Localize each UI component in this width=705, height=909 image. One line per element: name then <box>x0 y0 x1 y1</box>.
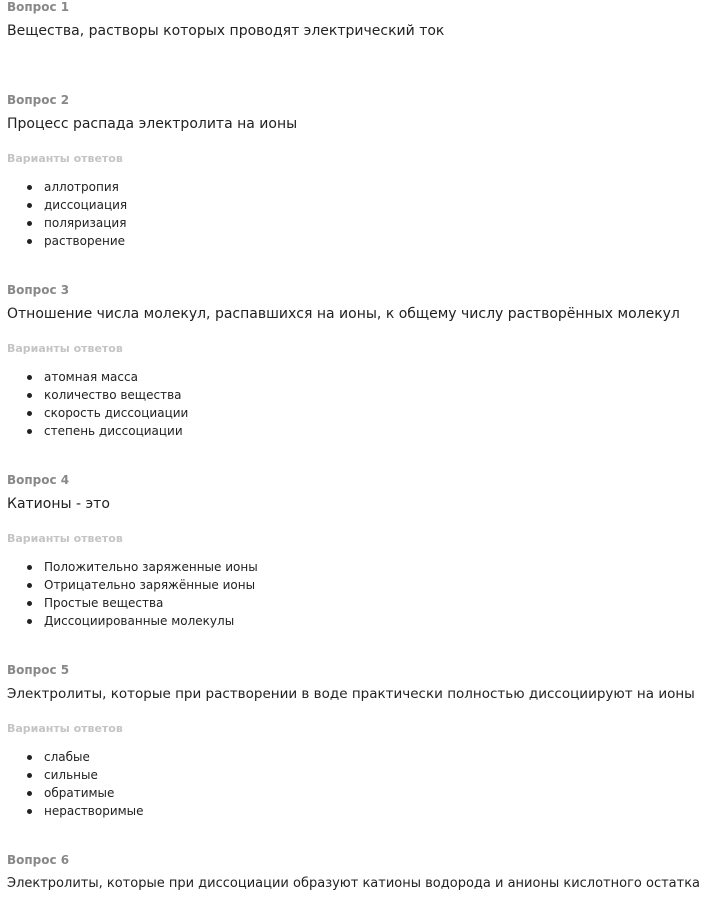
answer-list <box>7 178 127 250</box>
answers-label: Варианты ответов <box>7 152 123 165</box>
question-text: Вещества, растворы которых проводят электрический ток <box>7 23 445 39</box>
answer-option: Отрицательно заряжённые ионы <box>7 576 258 594</box>
answer-option: Простые вещества <box>7 594 258 612</box>
answer-option: обратимые <box>7 784 144 802</box>
answer-option: Диссоциированные молекулы <box>7 612 258 630</box>
question-number: Вопрос 1 <box>7 0 70 14</box>
answer-option: сильные <box>7 766 144 784</box>
answer-option: поляризация <box>7 214 127 232</box>
question-number: Вопрос 3 <box>7 283 70 297</box>
question-text: Электролиты, которые при растворении в воде практически полностью диссоциируют на ионы <box>7 686 695 702</box>
answer-list <box>7 748 144 820</box>
answers-label: Варианты ответов <box>7 342 123 355</box>
question-number: Вопрос 6 <box>7 853 70 867</box>
answer-option: Положительно заряженные ионы <box>7 558 258 576</box>
answer-option: скорость диссоциации <box>7 404 188 422</box>
question-text: Электролиты, которые при диссоциации образуют катионы водорода и анионы кислотного остатка <box>7 876 701 891</box>
question-text: Катионы - это <box>7 496 110 512</box>
answers-label: Варианты ответов <box>7 532 123 545</box>
answer-option: аллотропия <box>7 178 127 196</box>
question-number: Вопрос 5 <box>7 663 70 677</box>
answer-option: слабые <box>7 748 144 766</box>
answer-option: атомная масса <box>7 368 188 386</box>
question-number: Вопрос 4 <box>7 473 70 487</box>
answer-list <box>7 558 258 630</box>
answer-option: растворение <box>7 232 127 250</box>
answer-option: диссоциация <box>7 196 127 214</box>
answers-label: Варианты ответов <box>7 722 123 735</box>
question-text: Процесс распада электролита на ионы <box>7 116 298 132</box>
answer-option: количество вещества <box>7 386 188 404</box>
answer-option: степень диссоциации <box>7 422 188 440</box>
question-number: Вопрос 2 <box>7 93 70 107</box>
answer-list <box>7 368 188 440</box>
question-text: Отношение числа молекул, распавшихся на ионы, к общему числу растворённых молекул <box>7 306 680 322</box>
answer-option: нерастворимые <box>7 802 144 820</box>
